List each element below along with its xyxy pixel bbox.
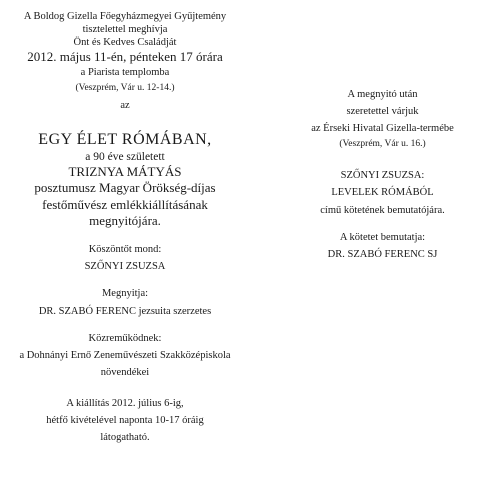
opener-label: Megnyitja: — [101, 288, 149, 300]
guest-line: Önt és Kedves Családját — [73, 37, 177, 49]
invitation-right-column — [270, 88, 495, 261]
visitable-line: látogatható. — [100, 432, 150, 444]
presenter-name: DR. SZABÓ FERENC SJ — [327, 248, 438, 260]
hall-address: (Veszprém, Vár u. 16.) — [339, 139, 426, 150]
welcome-line: szeretettel várjuk — [346, 106, 419, 118]
invitation-left-column — [0, 10, 250, 444]
book-launch-line: című kötetének bemutatójára. — [320, 204, 445, 216]
performers-label: Közreműködnek: — [88, 332, 162, 344]
age-line: a 90 éve született — [85, 150, 165, 163]
greeting-label: Köszöntőt mond: — [88, 244, 162, 256]
invite-line: tisztelettel meghívja — [82, 24, 168, 36]
book-title: LEVELEK RÓMÁBÓL — [331, 187, 434, 199]
greeting-speaker: SZŐNYI ZSUZSA — [84, 261, 166, 273]
opening-line: megnyitójára. — [89, 212, 161, 228]
event-date: 2012. május 11-én, pénteken 17 órára — [27, 49, 223, 65]
performers-students: növendékei — [100, 366, 150, 378]
artist-name: TRIZNYA MÁTYÁS — [68, 164, 182, 180]
award-line: posztumusz Magyar Örökség-díjas — [34, 180, 216, 196]
venue-line: a Piarista templomba — [80, 66, 170, 78]
venue-address: (Veszprém, Vár u. 12-14.) — [75, 82, 175, 93]
organizer-line: A Boldog Gizella Főegyházmegyei Gyűjtemény — [23, 11, 227, 22]
exhibition-until: A kiállítás 2012. július 6-ig, — [66, 398, 184, 409]
book-author: SZŐNYI ZSUZSA: — [340, 170, 425, 182]
opener-name: DR. SZABÓ FERENC jezsuita szerzetes — [38, 305, 212, 317]
presenter-label: A kötetet bemutatja: — [339, 231, 426, 243]
exhibition-title: EGY ÉLET RÓMÁBAN, — [38, 130, 212, 148]
hall-line: az Érseki Hivatal Gizella-termébe — [311, 123, 454, 135]
exhibition-line: festőművész emlékkiállításának — [42, 196, 208, 212]
opening-hours: hétfő kivételével naponta 10-17 óráig — [46, 415, 204, 427]
performers-school: a Dohnányi Ernő Zeneművészeti Szakközépiskola — [19, 349, 231, 361]
after-opening-line: A megnyitó után — [347, 89, 418, 100]
article-line: az — [120, 99, 130, 111]
